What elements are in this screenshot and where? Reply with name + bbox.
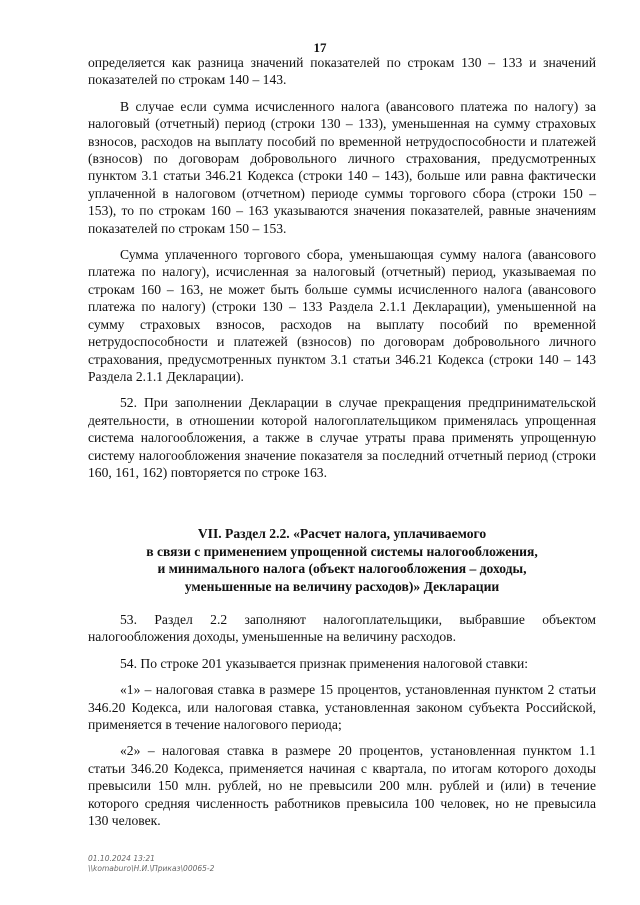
paragraph-continuation: определяется как разница значений показателей по строкам 130 – 133 и значений показателей по строкам 140 – 143. [88, 55, 596, 88]
section-heading-line-4: уменьшенные на величину расходов)» Декларации [184, 578, 500, 594]
paragraph-item-52: 52. При заполнении Декларации в случае прекращения предпринимательской деятельности, в отношении которой налогоплательщиком применялась упрощенная система налогообложения, а также в случае утраты права применять упрощенную систему налогообложения значение показателя за последний отчетный период (строки 160, 161, 162) повторяется по строке 163. [88, 395, 596, 480]
paragraph-trade-fee-limit: Сумма уплаченного торгового сбора, уменьшающая сумму налога (авансового платежа по налогу), исчисленная за налоговый (отчетный) период, указываемая по строкам 160 – 163, не может быть больше суммы исчисленного налога (авансового платежа по налогу) (строки 130 – 133 Раздела 2.1.1 Декларации), уменьшенной на сумму страховых взносов, расходов на выплату пособий по временной нетрудоспособности и платежей (взносов) по договорам добровольного личного страхования, предусмотренных пунктом 3.1 статьи 346.21 Кодекса (строки 140 – 143 Раздела 2.1.1 Декларации). [88, 247, 596, 384]
page-number: 17 [313, 40, 327, 55]
paragraph-trade-fee-condition: В случае если сумма исчисленного налога (авансового платежа по налогу) за налоговый (отчетный) период (строки 130 – 133), уменьшенная на сумму страховых взносов, расходов на выплату пособий по временной нетрудоспособности и платежей (взносов) по договорам добровольного личного страхования, предусмотренных пунктом 3.1 статьи 346.21 Кодекса (строки 140 – 143), больше или равна фактически уплаченной в налоговом (отчетном) периоде суммы торгового сбора (строки 150 – 153), то по строкам 160 – 163 указываются значения показателей, равные значениям показателей по строкам 150 – 153. [88, 98, 596, 236]
section-heading-line-3: и минимального налога (объект налогообложения – доходы, [157, 561, 527, 577]
section-heading-line-2: в связи с применением упрощенной системы налогообложения, [146, 543, 538, 559]
section-heading [88, 525, 596, 595]
document-body [88, 54, 596, 829]
paragraph-item-53: 53. Раздел 2.2 заполняют налогоплательщики, выбравшие объектом налогообложения доходы, уменьшенные на величину расходов. [88, 611, 596, 645]
paragraph-item-54: 54. По строке 201 указывается признак применения налоговой ставки: [120, 655, 529, 671]
section-heading-line-1: VII. Раздел 2.2. «Расчет налога, уплачиваемого [197, 526, 487, 542]
footer-timestamp: 01.10.2024 13:21 [88, 854, 155, 863]
paragraph-rate-2: «2» – налоговая ставка в размере 20 процентов, установленная пунктом 1.1 статьи 346.20 Кодекса, применяется начиная с квартала, по итогам которого доходы превысили 150 млн. рублей, но не превысили 200 млн. рублей и (или) в течение которого средняя численность работников превысила 100 человек, но не превысила 130 человек. [88, 743, 596, 829]
footer-file-path: \\komaburo\Н.И.\Приказ\00065-2 [88, 864, 215, 873]
footer-stamp [88, 854, 214, 874]
paragraph-rate-1: «1» – налоговая ставка в размере 15 процентов, установленная пунктом 2 статьи 346.20 Кодекса, или налоговая ставка, установленная законом субъекта Российской, применяется в течение налогового периода; [88, 682, 596, 732]
